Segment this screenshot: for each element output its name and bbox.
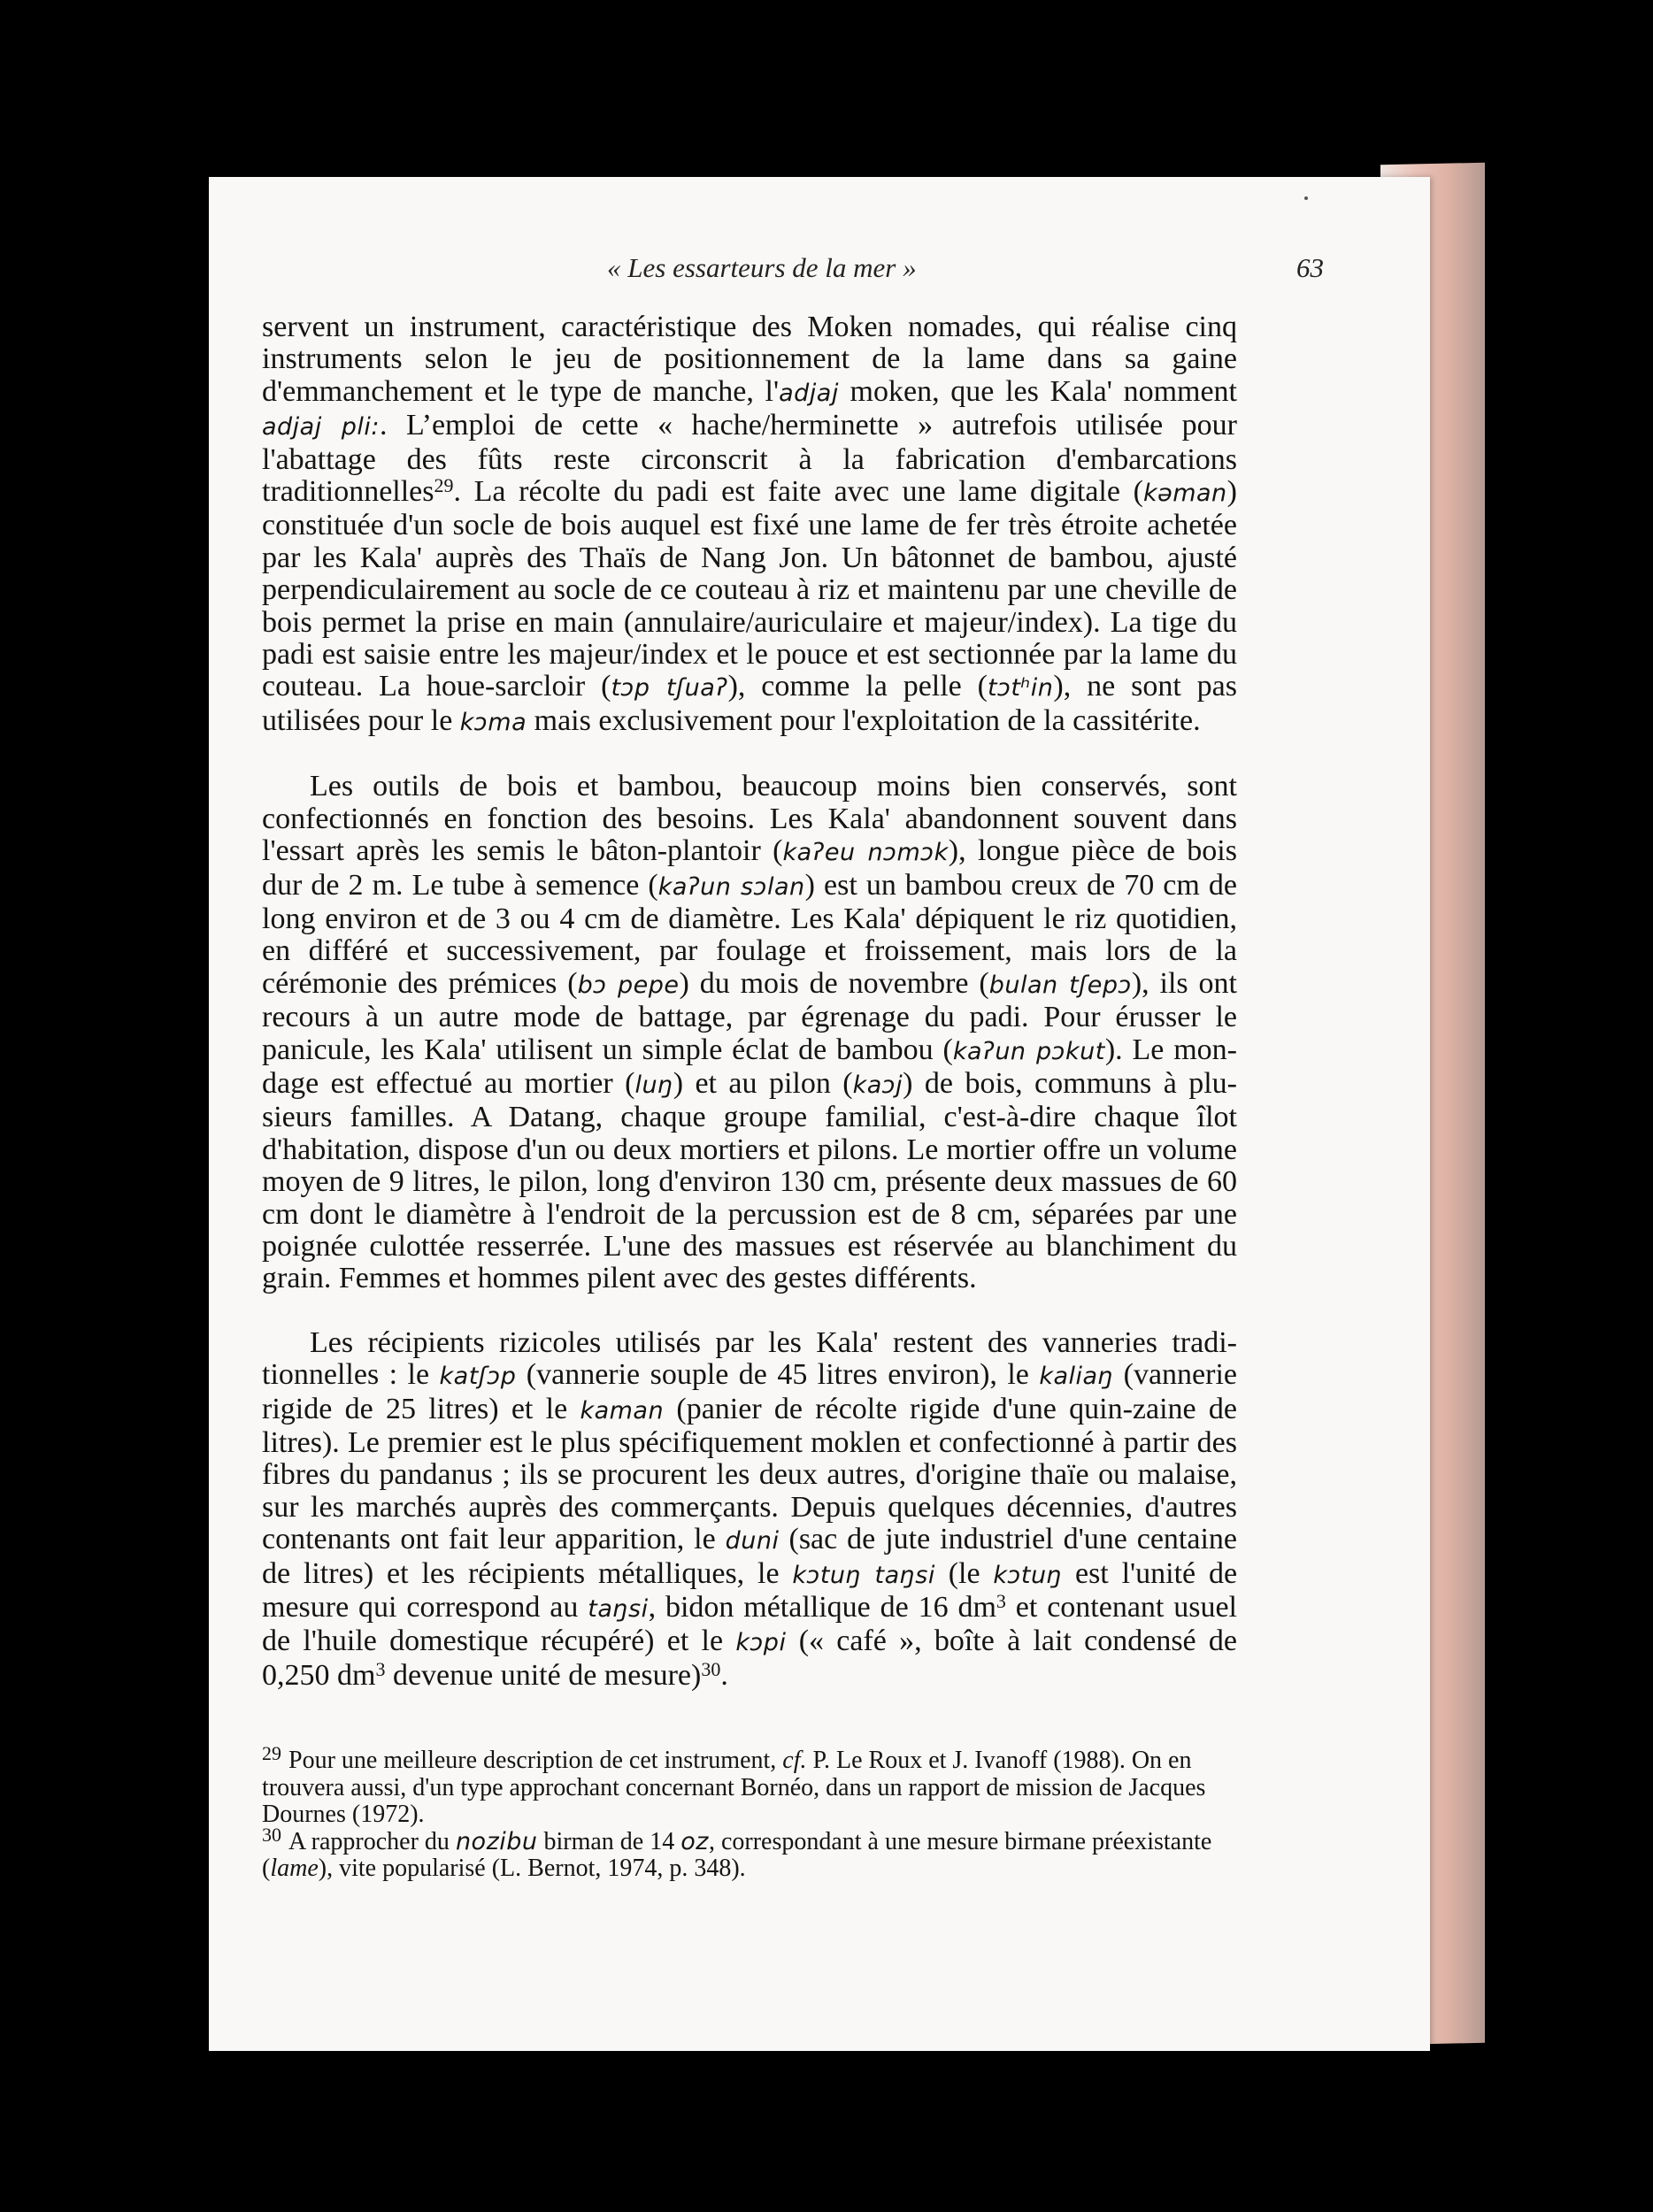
transcribed-term: nozibu <box>455 1827 538 1855</box>
text-run: ), ils ont recours à un autre mode de battage, par égrenage du padi. Pour érusser le panicule, les Kala' utilisent un simple éclat de bambou ( <box>262 966 1237 1066</box>
paragraph-1 <box>262 311 1237 739</box>
transcribed-term: tɔtʰin <box>988 674 1054 703</box>
superscript: 3 <box>375 1657 386 1680</box>
transcribed-term: taŋsi <box>588 1595 649 1624</box>
text-run: (« café », boîte à lait condensé de 0,250 dm <box>262 1624 1237 1692</box>
text-run: ) est un bambou creux de 70 cm de long environ et de 3 ou 4 cm de diamètre. Les Kala' dépiquent le riz quotidien, en différé et successivement, par foulage et froissement, mais lors de la cérémonie des prémices ( <box>262 868 1237 1000</box>
transcribed-term: kɔtuŋ <box>993 1561 1063 1589</box>
transcribed-term: kəman <box>1142 480 1227 508</box>
text-run: birman de 14 <box>537 1827 681 1855</box>
text-run: . La récolte du padi est faite avec une lame digitale ( <box>453 475 1143 509</box>
stray-mark <box>1304 196 1308 200</box>
transcribed-term: kaʔun pɔkut <box>952 1037 1105 1065</box>
text-run: (panier de récolte rigide d'une quin-zaine de litres). Le premier est le plus spécifiquement moklen et confectionné à partir des fibres du pandanus ; ils se procurent les deux autres, d'origine thaïe ou malaise, sur les marchés auprès des commerçants. Depuis quelques décennies, d'autres contenants ont fait leur apparition, le <box>262 1392 1237 1556</box>
paragraph-2 <box>262 771 1237 1295</box>
text-run: ) et au pilon ( <box>673 1066 853 1100</box>
transcribed-term: luŋ <box>634 1071 673 1099</box>
text-run: (sac de jute industriel d'une centaine de litres) et les récipients métalliques, le <box>262 1523 1238 1590</box>
transcribed-term: kaɔj <box>852 1071 903 1099</box>
text-run: . <box>720 1658 728 1692</box>
transcribed-term: oz <box>680 1827 709 1855</box>
text-run: Les récipients rizicoles utilisés par les Kala' restent des vanneries tradi-tionnelles : le <box>262 1325 1237 1392</box>
text-run: ), longue pièce de bois dur de 2 m. Le tube à semence ( <box>262 834 1237 902</box>
footnote-ref: 30 <box>701 1657 721 1680</box>
text-run: ), vite popularisé (L. Bernot, 1974, p. 348). <box>318 1855 746 1882</box>
text-run: ), comme la pelle ( <box>727 670 988 703</box>
text-run: (le <box>934 1556 994 1590</box>
text-run: Les outils de bois et bambou, beaucoup moins bien conservés, sont confectionnés en fonction des besoins. Les Kala' abandonnent souvent dans l'essart après les semis le bâton-plantoir ( <box>262 770 1237 868</box>
transcribed-term: kɔtuŋ taŋsi <box>792 1561 935 1589</box>
transcribed-term: kaʔeu nɔmɔk <box>782 839 949 867</box>
transcribed-term: kaman <box>580 1396 665 1425</box>
text-run: A rapprocher du <box>288 1827 456 1855</box>
footnote-number: 29 <box>262 1742 281 1764</box>
transcribed-term: adjaj <box>779 379 839 407</box>
footnote-30 <box>262 1823 1237 1883</box>
text-run: ). Le mon-dage est effectué au mortier ( <box>262 1033 1237 1100</box>
transcribed-term: kɔpi <box>735 1629 787 1657</box>
text-run: ), ne sont pas utilisées pour le <box>262 670 1237 737</box>
text-run: ) de bois, communs à plu-sieurs familles. A Datang, chaque groupe familial, c'est-à-dire chaque îlot d'habitation, dispose d'un ou deux mortiers et pilons. Le mortier offre un volume moyen de 9 litres, le pilon, long d'environ 130 cm, présente deux massues de 60 cm dont le diamètre à l'endroit de la percussion est de 8 cm, séparées par une poignée culottée resserrée. L'une des massues est réservée au blanchiment du grain. Femmes et hommes pilent avec des gestes différents. <box>262 1066 1238 1295</box>
text-run: ) du mois de novembre ( <box>679 966 989 1000</box>
text-run: moken, que les Kala' nomment <box>838 374 1238 408</box>
text-run: (vannerie rigide de 25 litres) et le <box>262 1358 1237 1425</box>
text-run: . L’emploi de cette « hache/herminette » autrefois utilisée pour l'abattage des fûts reste circonscrit à la fabrication d'embarcations traditionnelles <box>262 409 1237 509</box>
text-run: est l'unité de mesure qui correspond au <box>262 1556 1238 1624</box>
book-page <box>209 177 1430 2051</box>
transcribed-term: tɔp tʃuaʔ <box>611 674 728 703</box>
transcribed-term: kɔma <box>459 708 527 736</box>
footnote-ref: 29 <box>434 474 454 497</box>
page-number: 63 <box>1296 252 1324 283</box>
footnote-number: 30 <box>262 1823 281 1846</box>
transcribed-term: bulan tʃepɔ <box>988 971 1132 999</box>
italic-text: cf. <box>782 1747 807 1774</box>
text-run: , bidon métallique de 16 dm <box>648 1591 996 1624</box>
transcribed-term: katʃɔp <box>439 1363 517 1391</box>
text-run: , correspondant à une mesure birmane préexistante ( <box>262 1827 1212 1882</box>
text-run: P. Le Roux et J. Ivanoff (1988). On en trouvera aussi, d'un type approchant concernant Bornéo, dans un rapport de mission de Jacques Dournes (1972). <box>262 1747 1206 1828</box>
transcribed-term: bɔ pepe <box>577 971 680 999</box>
text-run: (vannerie souple de 45 litres environ), le <box>516 1358 1040 1392</box>
running-title: « Les essarteurs de la mer » <box>607 252 917 283</box>
text-run: et contenant usuel de l'huile domestique récupéré) et le <box>262 1591 1237 1658</box>
transcribed-term: adjaj pli: <box>262 413 381 442</box>
italic-text: lame <box>270 1855 319 1882</box>
footnote-29 <box>262 1742 1237 1829</box>
running-head <box>262 252 1359 296</box>
footnotes <box>262 1742 1237 1883</box>
text-run: ) constituée d'un socle de bois auquel est fixé une lame de fer très étroite achetée par les Kala' auprès des Thaïs de Nang Jon. Un bâtonnet de bambou, ajusté perpendiculairement au socle de ce couteau à riz et maintenu par une cheville de bois permet la prise en main (annulaire/auriculaire et majeur/index). La tige du padi est saisie entre les majeur/index et le pouce et est sectionnée par la lame du couteau. La houe-sarcloir ( <box>262 475 1237 703</box>
transcribed-term: kaʔun sɔlan <box>657 872 805 901</box>
transcribed-term: duni <box>725 1527 780 1555</box>
text-run: servent un instrument, caractéristique des Moken nomades, qui réalise cinq instruments selon le jeu de positionnement de la lame dans sa gaine d'emmanchement et le type de manche, l' <box>262 311 1237 408</box>
superscript: 3 <box>996 1590 1006 1613</box>
text-run: Pour une meilleure description de cet instrument, <box>288 1747 783 1774</box>
body-text <box>262 311 1237 1692</box>
paragraph-3 <box>262 1327 1237 1692</box>
transcribed-term: kaliaŋ <box>1039 1363 1114 1391</box>
text-run: mais exclusivement pour l'exploitation de la cassitérite. <box>527 703 1201 737</box>
text-run: devenue unité de mesure) <box>385 1658 702 1692</box>
